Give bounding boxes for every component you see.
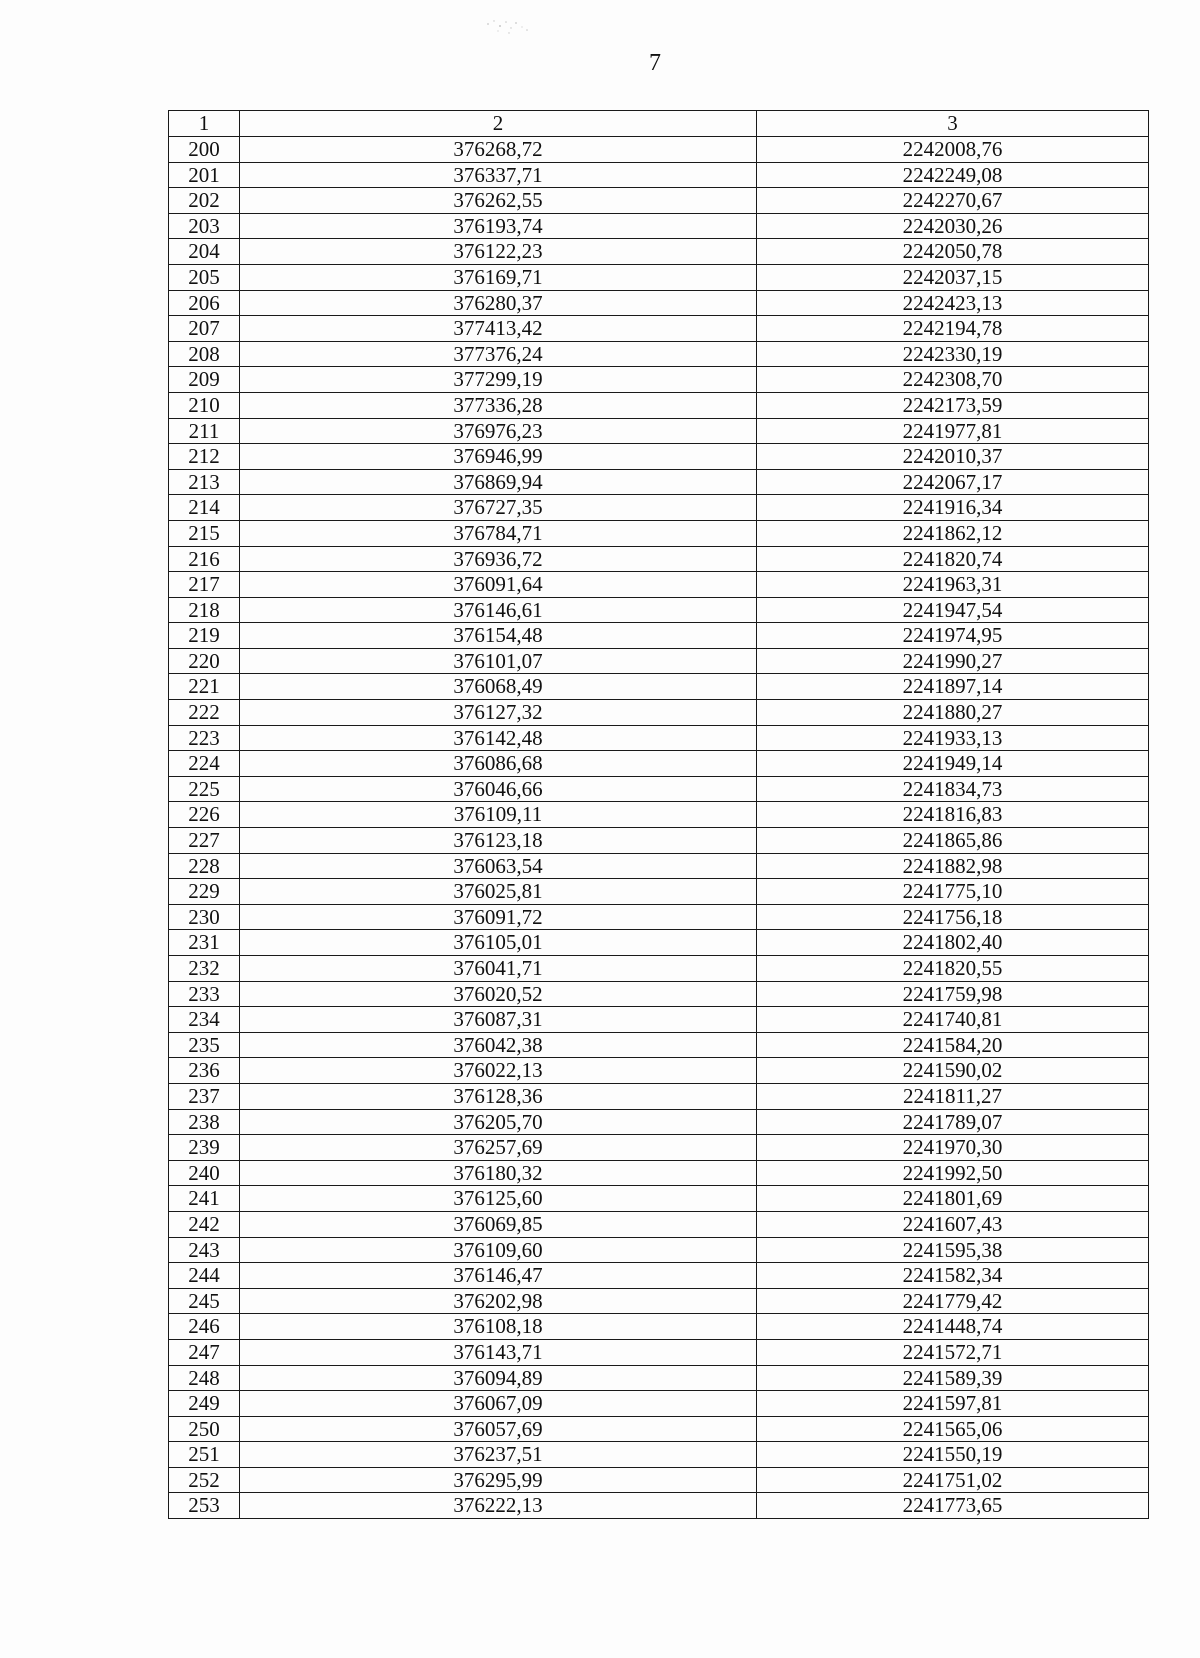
table-row [169, 418, 1149, 444]
point-number-cell: 253 [169, 1493, 240, 1519]
point-number-cell: 240 [169, 1160, 240, 1186]
coordinate-x-cell: 376193,74 [240, 213, 757, 239]
point-number-cell: 215 [169, 520, 240, 546]
point-number-cell: 223 [169, 725, 240, 751]
coordinate-x-cell: 376146,47 [240, 1263, 757, 1289]
point-number-cell: 200 [169, 137, 240, 163]
point-number-cell: 220 [169, 648, 240, 674]
table-row [169, 367, 1149, 393]
coordinate-y-cell: 2242270,67 [757, 188, 1149, 214]
point-number-cell: 226 [169, 802, 240, 828]
coordinate-x-cell: 376041,71 [240, 956, 757, 982]
table-row [169, 162, 1149, 188]
table-row [169, 341, 1149, 367]
coordinate-x-cell: 376268,72 [240, 137, 757, 163]
coordinate-x-cell: 376143,71 [240, 1339, 757, 1365]
coordinate-x-cell: 376109,11 [240, 802, 757, 828]
coordinate-y-cell: 2241802,40 [757, 930, 1149, 956]
coordinate-y-cell: 2242194,78 [757, 316, 1149, 342]
table-row [169, 1442, 1149, 1468]
table-row [169, 546, 1149, 572]
table-header-row [169, 111, 1149, 137]
table-row [169, 264, 1149, 290]
coordinate-x-cell: 376108,18 [240, 1314, 757, 1340]
table-row [169, 290, 1149, 316]
point-number-cell: 206 [169, 290, 240, 316]
coordinate-y-cell: 2241759,98 [757, 981, 1149, 1007]
coordinate-y-cell: 2241974,95 [757, 623, 1149, 649]
point-number-cell: 245 [169, 1288, 240, 1314]
coordinate-x-cell: 376105,01 [240, 930, 757, 956]
coordinate-x-cell: 376063,54 [240, 853, 757, 879]
table-row [169, 1007, 1149, 1033]
point-number-cell: 222 [169, 700, 240, 726]
point-number-cell: 225 [169, 776, 240, 802]
table-row [169, 188, 1149, 214]
table-row [169, 1211, 1149, 1237]
point-number-cell: 252 [169, 1467, 240, 1493]
coordinate-x-cell: 376101,07 [240, 648, 757, 674]
point-number-cell: 224 [169, 751, 240, 777]
table-row [169, 1416, 1149, 1442]
table-row [169, 239, 1149, 265]
point-number-cell: 242 [169, 1211, 240, 1237]
coordinate-x-cell: 376784,71 [240, 520, 757, 546]
coordinate-y-cell: 2241565,06 [757, 1416, 1149, 1442]
column-header: 3 [757, 111, 1149, 137]
coordinate-y-cell: 2241572,71 [757, 1339, 1149, 1365]
coordinate-x-cell: 376146,61 [240, 597, 757, 623]
coordinate-y-cell: 2242067,17 [757, 469, 1149, 495]
point-number-cell: 246 [169, 1314, 240, 1340]
coordinate-y-cell: 2242249,08 [757, 162, 1149, 188]
table-row [169, 1237, 1149, 1263]
coordinate-y-cell: 2241775,10 [757, 879, 1149, 905]
point-number-cell: 228 [169, 853, 240, 879]
table-row [169, 1391, 1149, 1417]
point-number-cell: 218 [169, 597, 240, 623]
coordinate-y-cell: 2241607,43 [757, 1211, 1149, 1237]
table-row [169, 1135, 1149, 1161]
coordinate-x-cell: 376020,52 [240, 981, 757, 1007]
coordinate-x-cell: 376094,89 [240, 1365, 757, 1391]
column-header: 1 [169, 111, 240, 137]
table-row [169, 572, 1149, 598]
coordinate-y-cell: 2242330,19 [757, 341, 1149, 367]
point-number-cell: 213 [169, 469, 240, 495]
coordinate-y-cell: 2241834,73 [757, 776, 1149, 802]
coordinate-y-cell: 2241933,13 [757, 725, 1149, 751]
coordinate-x-cell: 376295,99 [240, 1467, 757, 1493]
coordinate-x-cell: 376046,66 [240, 776, 757, 802]
table-row [169, 648, 1149, 674]
table-body [169, 137, 1149, 1519]
coordinate-y-cell: 2242010,37 [757, 444, 1149, 470]
table-row [169, 1160, 1149, 1186]
point-number-cell: 227 [169, 828, 240, 854]
point-number-cell: 231 [169, 930, 240, 956]
table-row [169, 930, 1149, 956]
table-row [169, 469, 1149, 495]
coordinate-x-cell: 376727,35 [240, 495, 757, 521]
coordinate-x-cell: 376025,81 [240, 879, 757, 905]
coordinate-x-cell: 376936,72 [240, 546, 757, 572]
point-number-cell: 210 [169, 392, 240, 418]
coordinate-y-cell: 2241582,34 [757, 1263, 1149, 1289]
coordinate-x-cell: 377336,28 [240, 392, 757, 418]
coordinate-x-cell: 376057,69 [240, 1416, 757, 1442]
coordinate-y-cell: 2241992,50 [757, 1160, 1149, 1186]
table-row [169, 316, 1149, 342]
coordinate-y-cell: 2241916,34 [757, 495, 1149, 521]
point-number-cell: 239 [169, 1135, 240, 1161]
table-row [169, 725, 1149, 751]
coordinate-x-cell: 376202,98 [240, 1288, 757, 1314]
point-number-cell: 241 [169, 1186, 240, 1212]
point-number-cell: 214 [169, 495, 240, 521]
coordinate-x-cell: 376068,49 [240, 674, 757, 700]
table-row [169, 444, 1149, 470]
point-number-cell: 204 [169, 239, 240, 265]
coordinate-y-cell: 2241801,69 [757, 1186, 1149, 1212]
table-row [169, 1314, 1149, 1340]
coordinate-y-cell: 2242050,78 [757, 239, 1149, 265]
coordinates-table [168, 110, 1149, 1519]
coordinate-y-cell: 2241584,20 [757, 1032, 1149, 1058]
table-row [169, 981, 1149, 1007]
coordinate-y-cell: 2241820,74 [757, 546, 1149, 572]
coordinate-x-cell: 376042,38 [240, 1032, 757, 1058]
coordinate-x-cell: 377299,19 [240, 367, 757, 393]
coordinate-x-cell: 376122,23 [240, 239, 757, 265]
table-row [169, 1467, 1149, 1493]
coordinate-y-cell: 2241589,39 [757, 1365, 1149, 1391]
point-number-cell: 221 [169, 674, 240, 700]
table-row [169, 1186, 1149, 1212]
point-number-cell: 201 [169, 162, 240, 188]
coordinate-y-cell: 2242173,59 [757, 392, 1149, 418]
coordinate-x-cell: 376869,94 [240, 469, 757, 495]
table-row [169, 1058, 1149, 1084]
coordinate-y-cell: 2241897,14 [757, 674, 1149, 700]
coordinate-y-cell: 2241740,81 [757, 1007, 1149, 1033]
point-number-cell: 205 [169, 264, 240, 290]
point-number-cell: 207 [169, 316, 240, 342]
table-row [169, 853, 1149, 879]
table-row [169, 802, 1149, 828]
point-number-cell: 232 [169, 956, 240, 982]
coordinate-x-cell: 377413,42 [240, 316, 757, 342]
coordinate-x-cell: 376222,13 [240, 1493, 757, 1519]
coordinate-y-cell: 2241947,54 [757, 597, 1149, 623]
coordinate-y-cell: 2241779,42 [757, 1288, 1149, 1314]
coordinate-x-cell: 376976,23 [240, 418, 757, 444]
coordinate-y-cell: 2242423,13 [757, 290, 1149, 316]
coordinate-y-cell: 2241811,27 [757, 1083, 1149, 1109]
coordinate-y-cell: 2241949,14 [757, 751, 1149, 777]
table-row [169, 700, 1149, 726]
coordinate-x-cell: 376087,31 [240, 1007, 757, 1033]
coordinate-x-cell: 376142,48 [240, 725, 757, 751]
coordinate-y-cell: 2241756,18 [757, 904, 1149, 930]
column-header: 2 [240, 111, 757, 137]
coordinate-y-cell: 2241977,81 [757, 418, 1149, 444]
coordinate-y-cell: 2241751,02 [757, 1467, 1149, 1493]
coordinate-x-cell: 376237,51 [240, 1442, 757, 1468]
coordinate-y-cell: 2241597,81 [757, 1391, 1149, 1417]
point-number-cell: 243 [169, 1237, 240, 1263]
point-number-cell: 237 [169, 1083, 240, 1109]
table-row [169, 828, 1149, 854]
coordinate-x-cell: 376128,36 [240, 1083, 757, 1109]
coordinate-y-cell: 2241595,38 [757, 1237, 1149, 1263]
coordinate-x-cell: 376127,32 [240, 700, 757, 726]
coordinate-y-cell: 2241820,55 [757, 956, 1149, 982]
point-number-cell: 209 [169, 367, 240, 393]
coordinate-x-cell: 376123,18 [240, 828, 757, 854]
page-number: 7 [649, 50, 661, 76]
coordinate-y-cell: 2241448,74 [757, 1314, 1149, 1340]
point-number-cell: 208 [169, 341, 240, 367]
coordinate-x-cell: 376280,37 [240, 290, 757, 316]
coordinate-y-cell: 2241990,27 [757, 648, 1149, 674]
table-row [169, 1083, 1149, 1109]
point-number-cell: 236 [169, 1058, 240, 1084]
point-number-cell: 248 [169, 1365, 240, 1391]
point-number-cell: 202 [169, 188, 240, 214]
coordinate-y-cell: 2241590,02 [757, 1058, 1149, 1084]
coordinate-y-cell: 2241550,19 [757, 1442, 1149, 1468]
point-number-cell: 212 [169, 444, 240, 470]
table-row [169, 1288, 1149, 1314]
coordinate-x-cell: 376262,55 [240, 188, 757, 214]
table-row [169, 956, 1149, 982]
scan-artifact [480, 14, 540, 40]
table-row [169, 1032, 1149, 1058]
point-number-cell: 211 [169, 418, 240, 444]
table-row [169, 597, 1149, 623]
point-number-cell: 238 [169, 1109, 240, 1135]
point-number-cell: 244 [169, 1263, 240, 1289]
coordinate-x-cell: 376091,72 [240, 904, 757, 930]
coordinate-x-cell: 376125,60 [240, 1186, 757, 1212]
point-number-cell: 229 [169, 879, 240, 905]
coordinate-y-cell: 2241963,31 [757, 572, 1149, 598]
point-number-cell: 203 [169, 213, 240, 239]
coordinate-y-cell: 2241773,65 [757, 1493, 1149, 1519]
point-number-cell: 233 [169, 981, 240, 1007]
point-number-cell: 234 [169, 1007, 240, 1033]
coordinate-y-cell: 2242308,70 [757, 367, 1149, 393]
table-row [169, 1263, 1149, 1289]
table-row [169, 776, 1149, 802]
point-number-cell: 230 [169, 904, 240, 930]
point-number-cell: 216 [169, 546, 240, 572]
coordinate-y-cell: 2242008,76 [757, 137, 1149, 163]
coordinate-y-cell: 2241882,98 [757, 853, 1149, 879]
coordinate-y-cell: 2241862,12 [757, 520, 1149, 546]
point-number-cell: 247 [169, 1339, 240, 1365]
coordinate-y-cell: 2241880,27 [757, 700, 1149, 726]
coordinate-x-cell: 376022,13 [240, 1058, 757, 1084]
coordinate-x-cell: 376154,48 [240, 623, 757, 649]
coordinate-x-cell: 376257,69 [240, 1135, 757, 1161]
point-number-cell: 235 [169, 1032, 240, 1058]
coordinate-x-cell: 377376,24 [240, 341, 757, 367]
table-row [169, 879, 1149, 905]
point-number-cell: 217 [169, 572, 240, 598]
table-row [169, 1339, 1149, 1365]
table-row [169, 674, 1149, 700]
coordinate-x-cell: 376086,68 [240, 751, 757, 777]
table-header [169, 111, 1149, 137]
coordinate-y-cell: 2241789,07 [757, 1109, 1149, 1135]
coordinate-x-cell: 376109,60 [240, 1237, 757, 1263]
coordinate-x-cell: 376091,64 [240, 572, 757, 598]
table-row [169, 213, 1149, 239]
table-row [169, 1493, 1149, 1519]
table-row [169, 495, 1149, 521]
coordinate-x-cell: 376069,85 [240, 1211, 757, 1237]
coordinate-y-cell: 2241970,30 [757, 1135, 1149, 1161]
coordinate-x-cell: 376180,32 [240, 1160, 757, 1186]
table-row [169, 904, 1149, 930]
table-row [169, 520, 1149, 546]
coordinate-y-cell: 2241816,83 [757, 802, 1149, 828]
point-number-cell: 250 [169, 1416, 240, 1442]
coordinate-y-cell: 2242037,15 [757, 264, 1149, 290]
coordinate-x-cell: 376337,71 [240, 162, 757, 188]
coordinate-x-cell: 376946,99 [240, 444, 757, 470]
table-row [169, 392, 1149, 418]
coordinate-x-cell: 376205,70 [240, 1109, 757, 1135]
point-number-cell: 219 [169, 623, 240, 649]
table-row [169, 1365, 1149, 1391]
table-row [169, 751, 1149, 777]
point-number-cell: 251 [169, 1442, 240, 1468]
table-row [169, 623, 1149, 649]
table-row [169, 1109, 1149, 1135]
coordinate-y-cell: 2241865,86 [757, 828, 1149, 854]
coordinate-x-cell: 376169,71 [240, 264, 757, 290]
table-row [169, 137, 1149, 163]
point-number-cell: 249 [169, 1391, 240, 1417]
coordinate-y-cell: 2242030,26 [757, 213, 1149, 239]
coordinate-x-cell: 376067,09 [240, 1391, 757, 1417]
